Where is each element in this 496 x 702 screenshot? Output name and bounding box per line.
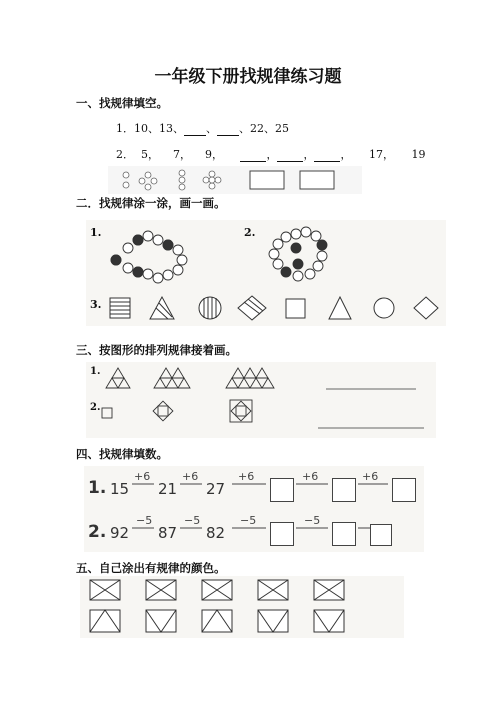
q1-line-1: 1．10、13、 、 、22、25 [116, 122, 289, 135]
section-2-heading: 二．找规律涂一涂，画一画。 [76, 196, 226, 210]
blank[interactable] [277, 150, 303, 162]
section-4-figure: 1. 15 +6 21 +6 27 +6 +6 +6 2. 92 −5 87 −5 82 −5 −5 [84, 466, 424, 552]
answer-box[interactable] [370, 524, 392, 546]
section-3-heading: 三、按图形的排列规律接着画。 [76, 343, 237, 357]
blank[interactable] [240, 150, 266, 162]
bead-rings [86, 220, 446, 326]
blank[interactable] [184, 124, 206, 136]
triangle-square-pattern [86, 362, 436, 438]
dot-pattern-row [108, 166, 362, 194]
section-1-heading: 一、找规律填空。 [76, 96, 168, 110]
section-5-heading: 五、自己涂出有规律的颜色。 [76, 561, 226, 575]
coloring-boxes[interactable] [80, 576, 404, 638]
blank[interactable] [217, 124, 239, 136]
blank[interactable] [314, 150, 340, 162]
answer-box[interactable] [270, 522, 294, 546]
q1-line-2: 2． 5， 7， 9， ， ， ， 17， 19 [116, 148, 426, 161]
section-5-figure [80, 576, 404, 638]
section-3-figure: 1. 2. [86, 362, 436, 438]
page-title: 一年级下册找规律练习题 [154, 67, 342, 87]
section-2-figure: 1. 2. 3. [86, 220, 446, 326]
section-4-heading: 四、找规律填数。 [76, 447, 168, 461]
answer-box[interactable] [332, 522, 356, 546]
